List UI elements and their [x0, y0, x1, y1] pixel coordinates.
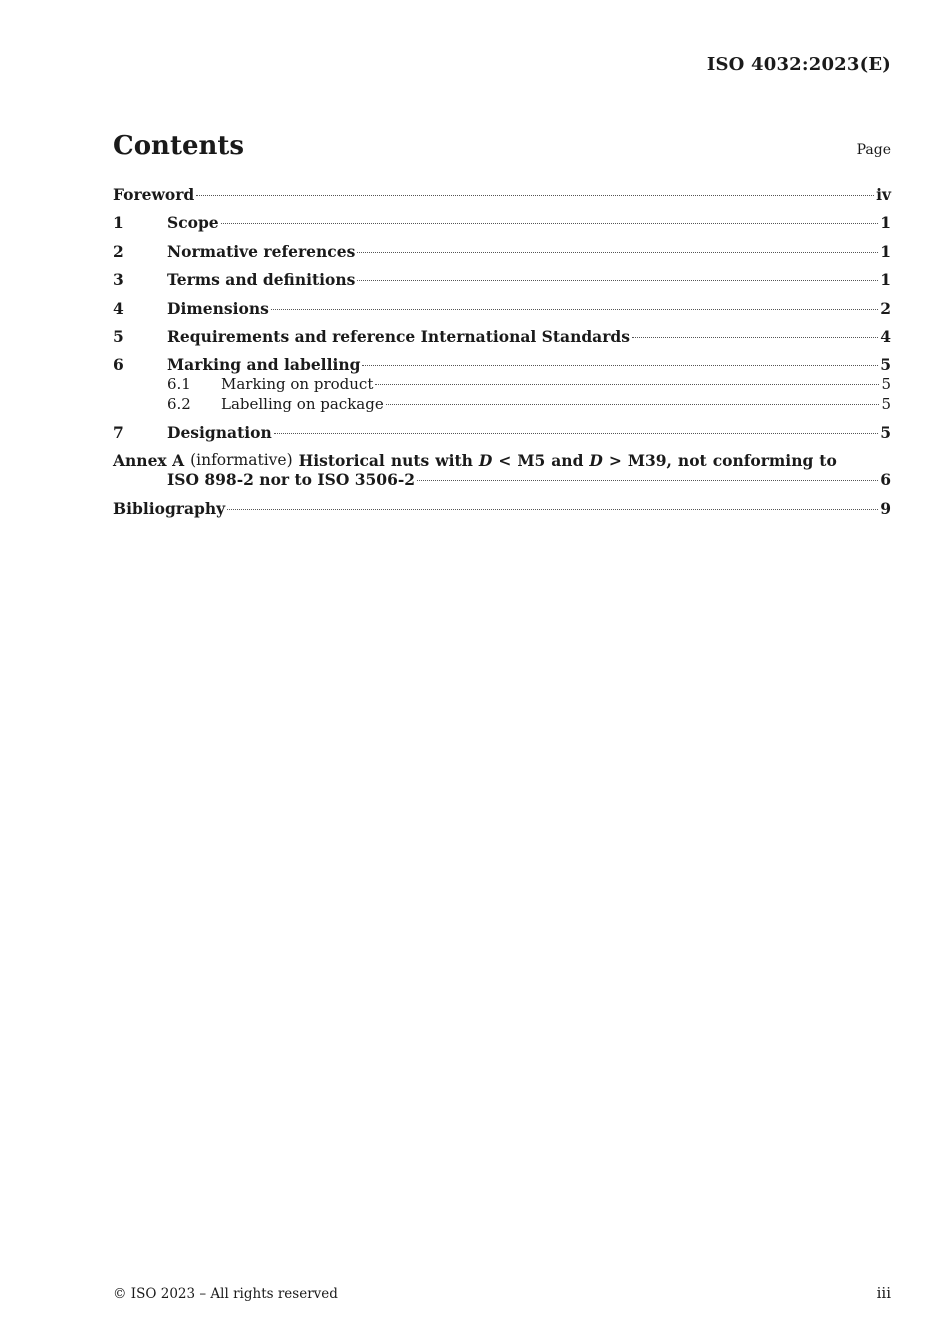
toc-number: 4 [113, 298, 124, 318]
dot-leader [196, 195, 874, 196]
toc-page: 5 [880, 422, 891, 442]
annex-label: Annex A [113, 451, 185, 471]
dot-leader [221, 223, 879, 224]
toc-page: 9 [880, 498, 891, 518]
toc-title: Requirements and reference International Standards [167, 326, 630, 346]
toc-number: 2 [113, 241, 124, 261]
toc-number: 3 [113, 270, 124, 290]
annex-word: Historical [298, 451, 385, 471]
toc-number: 5 [113, 326, 124, 346]
toc-page: 5 [880, 355, 891, 375]
annex-word: not [677, 451, 707, 471]
dot-leader [357, 252, 878, 253]
dot-leader [271, 309, 878, 310]
annex-word: nuts [390, 451, 430, 471]
toc-page: 4 [880, 326, 891, 346]
annex-qualifier: (informative) [190, 451, 293, 470]
dot-leader [417, 480, 878, 481]
toc-entry-labelling-on-package[interactable] [113, 395, 891, 415]
toc-entry-terms[interactable] [113, 270, 891, 290]
toc-number: 6.2 [167, 394, 191, 413]
toc-number: 6.1 [167, 375, 191, 394]
toc-title: Dimensions [167, 298, 269, 318]
annex-title-line [113, 451, 837, 470]
annex-word: with [435, 451, 473, 471]
annex-word: to [819, 451, 837, 471]
annex-word: conforming [712, 451, 814, 471]
toc-title: Designation [167, 422, 272, 442]
dot-leader [357, 280, 878, 281]
dot-leader [274, 433, 878, 434]
copyright-notice: © ISO 2023 – All rights reserved [113, 1286, 338, 1302]
dot-leader [362, 365, 878, 366]
toc-title: Bibliography [113, 498, 226, 518]
toc-page: iv [876, 185, 891, 204]
dot-leader [375, 384, 879, 385]
page-column-label: Page [856, 142, 891, 158]
toc-entry-marking-on-product[interactable] [113, 375, 891, 395]
annex-word: < [498, 451, 512, 471]
toc-page: 1 [880, 213, 891, 233]
toc-entry-dimensions[interactable] [113, 299, 891, 319]
annex-title-continuation [113, 470, 891, 490]
toc-page: 5 [881, 394, 891, 413]
dot-leader [632, 337, 878, 338]
toc-entry-designation[interactable] [113, 423, 891, 443]
toc-page: 1 [880, 270, 891, 290]
toc-entry-foreword[interactable] [113, 185, 891, 205]
annex-word: D [478, 451, 493, 471]
table-of-contents [113, 185, 891, 519]
annex-word: M5 [517, 451, 546, 471]
toc-entry-marking[interactable] [113, 355, 891, 375]
toc-entry-scope[interactable] [113, 213, 891, 233]
toc-number: 6 [113, 355, 124, 375]
toc-number: 1 [113, 213, 124, 233]
toc-title: Normative references [167, 241, 356, 261]
dot-leader [227, 509, 878, 510]
toc-page: 1 [880, 241, 891, 261]
toc-entry-requirements[interactable] [113, 327, 891, 347]
annex-word: and [551, 451, 584, 471]
toc-entry-annex-a[interactable] [113, 451, 891, 490]
toc-entry-normative-references[interactable] [113, 242, 891, 262]
toc-page: 5 [881, 375, 891, 394]
annex-word: > [608, 451, 622, 471]
document-id: ISO 4032:2023(E) [706, 54, 891, 75]
toc-page: 6 [880, 470, 891, 490]
toc-title: Terms and definitions [167, 270, 356, 290]
toc-title: Scope [167, 213, 219, 233]
toc-title: Foreword [113, 185, 195, 204]
contents-heading: Contents [113, 131, 245, 161]
toc-title: Marking on product [221, 375, 374, 394]
page-number: iii [876, 1284, 891, 1302]
dot-leader [386, 404, 880, 405]
toc-entry-bibliography[interactable] [113, 499, 891, 519]
toc-title: Labelling on package [221, 394, 384, 413]
annex-word: M39, [627, 451, 672, 471]
toc-title: Marking and labelling [167, 355, 361, 375]
annex-word: D [589, 451, 603, 471]
toc-page: 2 [880, 298, 891, 318]
toc-number: 7 [113, 422, 124, 442]
toc-title: ISO 898-2 nor to ISO 3506-2 [167, 470, 416, 490]
